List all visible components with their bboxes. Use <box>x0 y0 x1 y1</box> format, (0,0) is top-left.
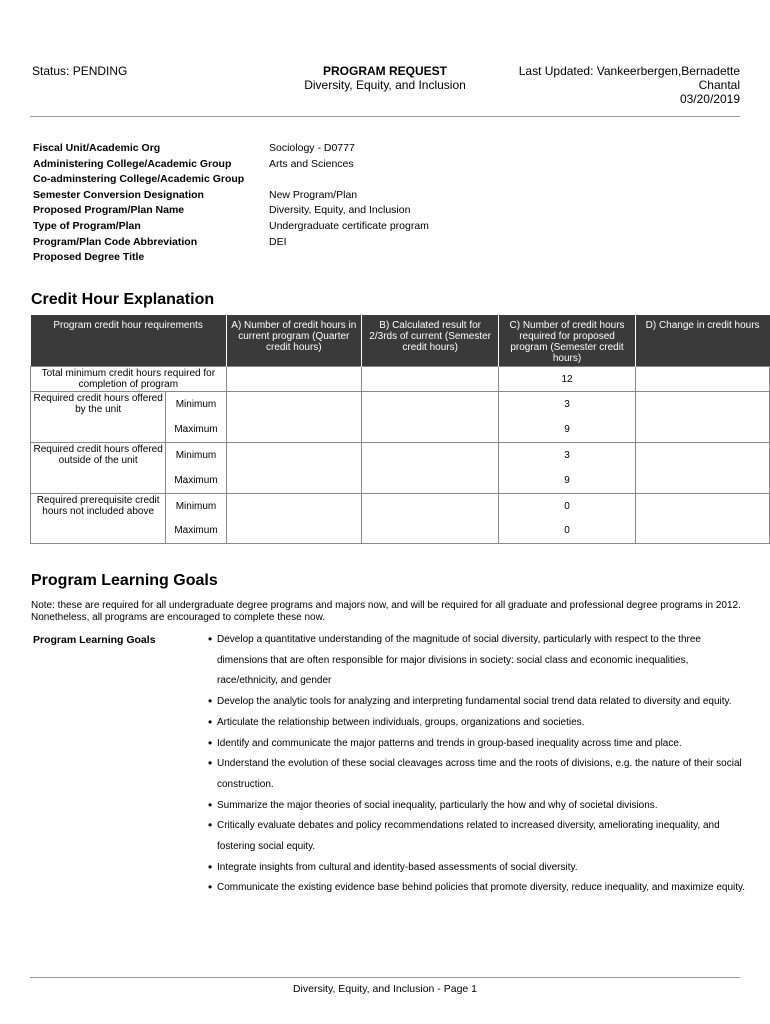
document-subtitle: Diversity, Equity, and Inclusion <box>304 78 466 92</box>
status-text: Status: PENDING <box>32 64 128 78</box>
document-title: PROGRAM REQUEST <box>322 64 447 78</box>
row-sublabel-maximum: Maximum <box>166 468 226 493</box>
info-label: Type of Program/Plan <box>33 219 141 232</box>
cell-empty <box>226 367 361 392</box>
cell-empty <box>226 392 361 417</box>
info-value: Sociology - D0777 <box>269 142 355 154</box>
learning-goals-label: Program Learning Goals <box>33 634 156 646</box>
row-label-total: Total minimum credit hours required for completion of program <box>31 367 227 392</box>
cell-total-proposed: 12 <box>499 367 635 392</box>
info-value: Undergraduate certificate program <box>269 219 429 232</box>
cell-empty <box>361 367 498 392</box>
table-row <box>31 493 770 518</box>
cell-empty <box>361 417 498 442</box>
list-item: • Communicate the existing evidence base behind policies that promote diversity, reduce inequality, and maximize equity. <box>207 878 747 899</box>
info-value: Diversity, Equity, and Inclusion <box>269 204 411 217</box>
cell-empty <box>226 417 361 442</box>
cell-empty <box>635 442 769 467</box>
cell-empty <box>635 468 769 493</box>
cell-empty <box>361 468 498 493</box>
info-label: Proposed Program/Plan Name <box>33 204 185 217</box>
page-footer: Diversity, Equity, and Inclusion - Page 1 <box>292 983 478 995</box>
table-row <box>31 442 770 467</box>
last-updated-date: 03/20/2019 <box>679 92 740 106</box>
list-item: • Develop the analytic tools for analyzing and interpreting fundamental social trend data related to diversity and equity. <box>207 692 747 713</box>
cell-empty <box>361 392 498 417</box>
cell-prereq-min: 0 <box>499 493 635 518</box>
info-label: Proposed Degree Title <box>33 251 145 264</box>
row-sublabel-minimum: Minimum <box>166 392 226 417</box>
cell-empty <box>635 493 769 518</box>
learning-goals-list <box>207 630 747 899</box>
row-sublabel-minimum: Minimum <box>166 493 226 518</box>
list-item: • Develop a quantitative understanding of the magnitude of social diversity, particularly with respect to the three dimensions that are often responsible for major divisions in society: social class and economic inequalities, race/ethnicity, and gender <box>207 630 747 692</box>
list-item: • Integrate insights from cultural and identity-based assessments of social diversity. <box>207 858 747 879</box>
last-updated-name: Chantal <box>698 78 740 92</box>
row-sublabel-maximum: Maximum <box>166 417 226 442</box>
cell-empty <box>361 518 498 543</box>
info-label: Co-adminstering College/Academic Group <box>33 173 245 186</box>
row-sublabel-minimum: Minimum <box>166 442 226 467</box>
info-label: Program/Plan Code Abbreviation <box>33 235 198 248</box>
cell-unit-min: 3 <box>499 392 635 417</box>
cell-empty <box>635 392 769 417</box>
col-header-change: D) Change in credit hours <box>635 315 769 367</box>
list-item: • Identify and communicate the major patterns and trends in group-based inequality across time and place. <box>207 734 747 755</box>
cell-empty <box>226 518 361 543</box>
info-value: New Program/Plan <box>269 188 358 201</box>
learning-goals-note: Note: these are required for all undergraduate degree programs and majors now, and will be required for all graduate and professional degree programs in 2012. Nonetheless, all programs are encouraged to complete these now. <box>31 600 741 623</box>
learning-goals-heading: Program Learning Goals <box>31 572 218 589</box>
table-row <box>31 392 770 417</box>
cell-empty <box>635 518 769 543</box>
row-label-prereq: Required prerequisite credit hours not included above <box>31 493 166 544</box>
col-header-calculated: B) Calculated result for 2/3rds of current (Semester credit hours) <box>361 315 498 367</box>
row-label-outside: Required credit hours offered outside of the unit <box>31 442 166 493</box>
credit-hour-heading: Credit Hour Explanation <box>31 291 215 308</box>
footer-divider <box>30 977 740 978</box>
info-label: Administering College/Academic Group <box>33 157 232 170</box>
list-item: • Critically evaluate debates and policy recommendations related to increased diversity, ameliorating inequality, and fostering social equity. <box>207 816 747 857</box>
list-item: • Summarize the major theories of social inequality, particularly the how and why of societal divisions. <box>207 796 747 817</box>
cell-outside-min: 3 <box>499 442 635 467</box>
last-updated-label: Last Updated: Vankeerbergen,Bernadette <box>518 64 740 78</box>
row-sublabel-maximum: Maximum <box>166 518 226 543</box>
cell-empty <box>226 442 361 467</box>
col-header-proposed: C) Number of credit hours required for proposed program (Semester credit hours) <box>499 315 635 367</box>
cell-empty <box>361 442 498 467</box>
cell-empty <box>635 417 769 442</box>
row-label-unit: Required credit hours offered by the unit <box>31 392 166 443</box>
info-value: DEI <box>269 235 287 248</box>
cell-unit-max: 9 <box>499 417 635 442</box>
cell-outside-max: 9 <box>499 468 635 493</box>
cell-empty <box>635 367 769 392</box>
info-label: Semester Conversion Designation <box>33 188 204 201</box>
info-label: Fiscal Unit/Academic Org <box>33 142 161 154</box>
list-item: • Articulate the relationship between individuals, groups, organizations and societies. <box>207 713 747 734</box>
cell-empty <box>226 493 361 518</box>
col-header-requirements: Program credit hour requirements <box>31 315 227 367</box>
cell-empty <box>361 493 498 518</box>
col-header-current: A) Number of credit hours in current program (Quarter credit hours) <box>226 315 361 367</box>
header-divider <box>30 116 740 117</box>
document-title-block <box>270 64 500 92</box>
credit-hour-table <box>30 315 770 544</box>
last-updated-block <box>500 64 740 106</box>
table-row <box>31 367 770 392</box>
cell-empty <box>226 468 361 493</box>
list-item: • Understand the evolution of these social cleavages across time and the roots of divisions, e.g. the nature of their social construction. <box>207 754 747 795</box>
info-value: Arts and Sciences <box>269 157 354 170</box>
cell-prereq-max: 0 <box>499 518 635 543</box>
